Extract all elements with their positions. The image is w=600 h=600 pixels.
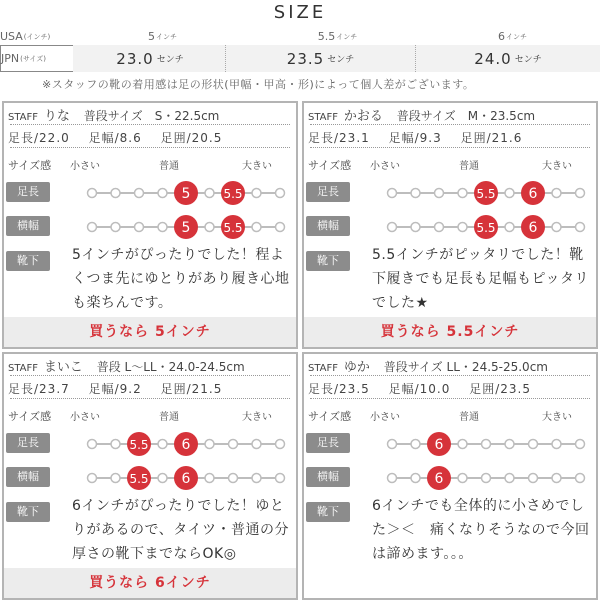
- socks-tag: 靴下: [6, 251, 50, 271]
- scale-point: [111, 223, 120, 232]
- scale-big-label: 大きい: [542, 412, 572, 423]
- staff-name: まいこ: [43, 360, 83, 375]
- scale-point: [276, 440, 285, 449]
- scale-point: [252, 474, 261, 483]
- staff-name: りな: [43, 109, 70, 124]
- page-title: SIZE: [273, 2, 327, 23]
- staff-header: [8, 105, 290, 124]
- jpn-label: JPN (サイズ): [0, 45, 73, 72]
- size-marker-label: 6: [528, 186, 538, 202]
- scale-point: [276, 223, 285, 232]
- foot-girth: 足囲/23.5: [469, 382, 531, 396]
- scale-point: [88, 189, 97, 198]
- scale-point: [205, 440, 214, 449]
- staff-label: STAFF: [8, 363, 39, 374]
- usual-size: 普段サイズ LL・24.5-25.0cm: [383, 360, 548, 374]
- length-tag: 足長: [306, 182, 350, 202]
- scale-point: [505, 474, 514, 483]
- scale-normal-label: 普通: [459, 161, 479, 172]
- scale-point: [276, 474, 285, 483]
- size-marker-label: 5.5: [129, 438, 149, 452]
- scale-point: [229, 440, 238, 449]
- scale-point: [388, 440, 397, 449]
- length-tag: 足長: [6, 433, 50, 453]
- foot-girth: 足囲/21.6: [460, 131, 523, 145]
- size-marker-label: 6: [434, 471, 444, 487]
- scale-point: [158, 440, 167, 449]
- scale-point: [505, 189, 514, 198]
- scale-small-label: 小さい: [370, 161, 400, 172]
- divider: [310, 398, 590, 399]
- foot-measurements: [8, 129, 294, 146]
- foot-width: 足幅/8.6: [88, 131, 142, 145]
- size-marker-label: 6: [181, 471, 191, 487]
- scale-point: [388, 474, 397, 483]
- jpn-size-cell: 23.5 センチ: [225, 45, 415, 72]
- scale-point: [135, 189, 144, 198]
- scale-small-label: 小さい: [70, 412, 100, 423]
- scale-point: [252, 223, 261, 232]
- scale-point: [388, 189, 397, 198]
- scale-point: [552, 474, 561, 483]
- foot-measurements: [308, 129, 594, 146]
- staff-name: ゆか: [343, 360, 370, 375]
- usa-size-cell: 5 インチ: [148, 30, 177, 43]
- width-tag: 横幅: [6, 216, 50, 236]
- scale-point: [411, 440, 420, 449]
- staff-header: [8, 356, 290, 375]
- width-tag: 横幅: [306, 216, 350, 236]
- staff-panel: [2, 352, 298, 600]
- socks-tag: 靴下: [6, 502, 50, 522]
- jpn-size-cell: 24.0 センチ: [415, 45, 600, 72]
- scale-point: [458, 189, 467, 198]
- verdict-bar: [4, 317, 296, 347]
- length-tag: 足長: [6, 182, 50, 202]
- scale-point: [435, 189, 444, 198]
- size-feel-label: サイズ感: [308, 159, 352, 172]
- scale-point: [88, 440, 97, 449]
- scale-point: [205, 474, 214, 483]
- size-marker-label: 5: [181, 186, 191, 202]
- width-tag: 横幅: [6, 467, 50, 487]
- foot-width: 足幅/10.0: [388, 382, 451, 396]
- staff-header: [308, 105, 590, 124]
- usa-label: USA (インチ): [0, 30, 51, 43]
- scale-point: [529, 474, 538, 483]
- foot-measurements: [8, 380, 294, 397]
- staff-comment: 6インチがぴったりでした！ゆとりがあるので、タイツ・普通の分厚さの靴下までならOK◎: [72, 498, 289, 562]
- scale-big-label: 大きい: [242, 412, 272, 423]
- scale-point: [158, 189, 167, 198]
- foot-girth: 足囲/21.5: [160, 382, 223, 396]
- divider: [310, 375, 590, 376]
- scale-big-label: 大きい: [542, 161, 572, 172]
- verdict-bar: [4, 568, 296, 598]
- staff-label: STAFF: [308, 363, 339, 374]
- scale-point: [252, 440, 261, 449]
- size-feel-label: サイズ感: [8, 159, 52, 172]
- fit-note: ※スタッフの靴の着用感は足の形状(甲幅・甲高・形)によって個人差がございます。: [42, 78, 475, 91]
- jpn-size-row: [0, 45, 600, 72]
- scale-point: [576, 440, 585, 449]
- size-marker-label: 5.5: [476, 221, 496, 235]
- scale-point: [229, 474, 238, 483]
- size-marker-label: 5.5: [476, 187, 496, 201]
- jpn-size-cell: 23.0 センチ: [116, 49, 184, 68]
- staff-label: STAFF: [8, 112, 39, 123]
- divider: [10, 375, 290, 376]
- scale-point: [88, 474, 97, 483]
- verdict-text: 買うなら 5インチ: [89, 324, 211, 340]
- foot-width: 足幅/9.3: [388, 131, 442, 145]
- scale-point: [111, 440, 120, 449]
- foot-length: 足長/23.1: [308, 131, 370, 145]
- scale-point: [435, 223, 444, 232]
- staff-header: [308, 356, 590, 375]
- scale-point: [576, 223, 585, 232]
- scale-point: [411, 474, 420, 483]
- size-marker-label: 5.5: [223, 221, 243, 235]
- usual-size: 普段 L〜LL・24.0-24.5cm: [96, 360, 245, 374]
- length-tag: 足長: [306, 433, 350, 453]
- divider: [310, 147, 590, 148]
- foot-measurements: [308, 380, 594, 397]
- usa-size-row: [0, 29, 600, 44]
- size-marker-label: 5.5: [129, 472, 149, 486]
- scale-point: [276, 189, 285, 198]
- size-feel-label: サイズ感: [308, 410, 352, 423]
- foot-length: 足長/23.5: [308, 382, 370, 396]
- foot-width: 足幅/9.2: [88, 382, 142, 396]
- size-feel-label: サイズ感: [8, 410, 52, 423]
- staff-comment: 5インチがぴったりでした！程よくつま先にゆとりがあり履き心地も楽ちんです。: [72, 247, 290, 311]
- scale-point: [205, 189, 214, 198]
- scale-small-label: 小さい: [370, 412, 400, 423]
- size-marker-label: 6: [434, 437, 444, 453]
- verdict-bar: [304, 317, 596, 347]
- verdict-text: 買うなら 5.5インチ: [380, 324, 520, 340]
- staff-panel: [2, 101, 298, 349]
- usa-size-cell: 5.5 インチ: [317, 30, 358, 43]
- verdict-text: 買うなら 6インチ: [89, 575, 211, 591]
- staff-comment: 5.5インチがピッタリでした！靴下履きでも足長も足幅もピッタリでした★: [372, 247, 589, 311]
- scale-point: [529, 440, 538, 449]
- scale-normal-label: 普通: [159, 161, 179, 172]
- scale-point: [482, 474, 491, 483]
- scale-point: [411, 189, 420, 198]
- staff-panel: [302, 352, 598, 600]
- scale-point: [205, 223, 214, 232]
- size-marker-label: 5.5: [223, 187, 243, 201]
- foot-girth: 足囲/20.5: [160, 131, 223, 145]
- scale-small-label: 小さい: [70, 161, 100, 172]
- divider: [10, 124, 290, 125]
- socks-tag: 靴下: [306, 251, 350, 271]
- scale-point: [158, 474, 167, 483]
- scale-point: [552, 223, 561, 232]
- foot-length: 足長/22.0: [8, 131, 70, 145]
- scale-point: [111, 474, 120, 483]
- staff-comment: 6インチでも全体的に小さめでした＞＜ 痛くなりそうなので今回は諦めます。。。: [372, 498, 590, 562]
- foot-length: 足長/23.7: [8, 382, 70, 396]
- size-marker-label: 5: [181, 220, 191, 236]
- scale-point: [505, 223, 514, 232]
- staff-name: かおる: [343, 109, 383, 124]
- scale-point: [552, 189, 561, 198]
- usa-size-cell: 6 インチ: [498, 30, 527, 43]
- size-marker-label: 6: [181, 437, 191, 453]
- divider: [310, 124, 590, 125]
- divider: [10, 147, 290, 148]
- scale-point: [458, 440, 467, 449]
- scale-normal-label: 普通: [459, 412, 479, 423]
- scale-point: [576, 474, 585, 483]
- scale-point: [458, 474, 467, 483]
- scale-point: [576, 189, 585, 198]
- size-marker-label: 6: [528, 220, 538, 236]
- scale-point: [552, 440, 561, 449]
- scale-point: [88, 223, 97, 232]
- scale-point: [482, 440, 491, 449]
- scale-point: [135, 223, 144, 232]
- usual-size: 普段サイズ S・22.5cm: [83, 109, 220, 123]
- scale-point: [411, 223, 420, 232]
- scale-point: [111, 189, 120, 198]
- scale-point: [505, 440, 514, 449]
- scale-point: [158, 223, 167, 232]
- scale-normal-label: 普通: [159, 412, 179, 423]
- socks-tag: 靴下: [306, 502, 350, 522]
- staff-panel: [302, 101, 598, 349]
- scale-point: [458, 223, 467, 232]
- usual-size: 普段サイズ M・23.5cm: [396, 109, 536, 123]
- width-tag: 横幅: [306, 467, 350, 487]
- staff-label: STAFF: [308, 112, 339, 123]
- scale-big-label: 大きい: [242, 161, 272, 172]
- scale-point: [388, 223, 397, 232]
- divider: [10, 398, 290, 399]
- scale-point: [252, 189, 261, 198]
